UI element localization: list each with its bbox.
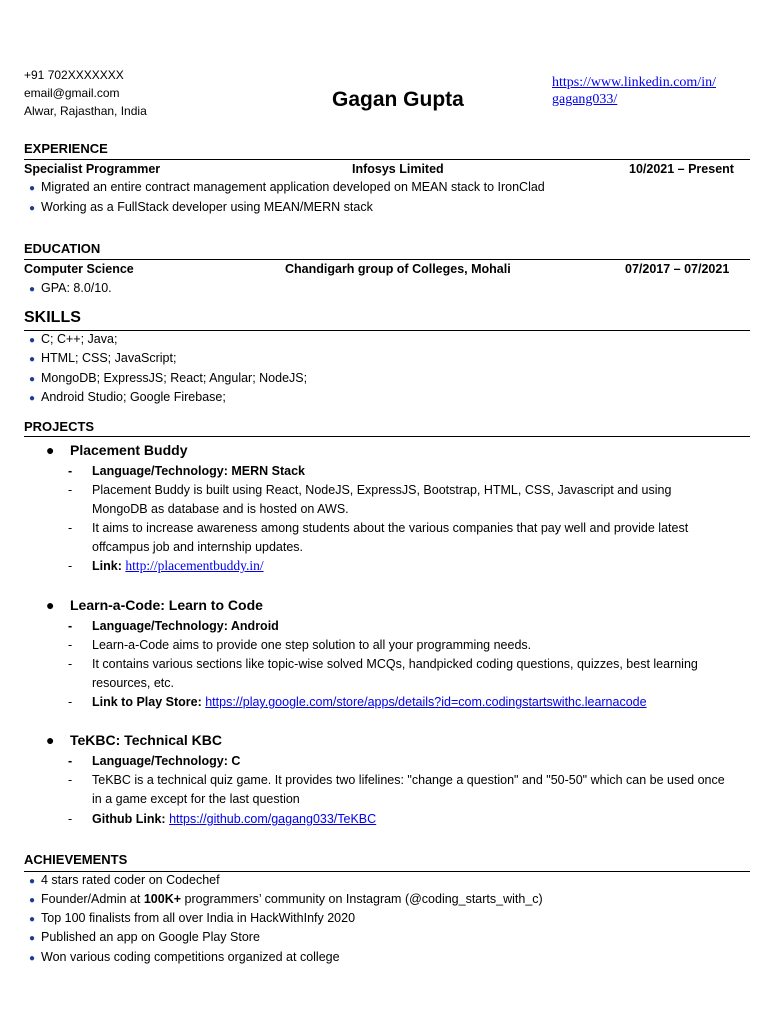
bullet-icon: ●	[46, 442, 55, 458]
list-item: ● Top 100 finalists from all over India in HackWithInfy 2020	[29, 911, 356, 925]
bullet-icon: ●	[29, 895, 36, 906]
linkedin-line1[interactable]: https://www.linkedin.com/in/	[552, 75, 716, 90]
list-item: ● Founder/Admin at 100K+ programmers’ community on Instagram (@coding_starts_with_c)	[29, 892, 543, 906]
list-item: ● Working as a FullStack developer using MEAN/MERN stack	[29, 200, 373, 214]
education-degree: Computer Science	[24, 262, 134, 276]
candidate-name: Gagan Gupta	[332, 88, 464, 111]
skills-heading: SKILLS	[24, 309, 81, 326]
education-divider	[24, 259, 750, 260]
bullet-icon: ●	[46, 597, 55, 613]
project-title: ● TeKBC: Technical KBC	[46, 732, 222, 748]
experience-company: Infosys Limited	[352, 162, 444, 176]
contact-block	[24, 66, 147, 120]
education-college: Chandigarh group of Colleges, Mohali	[285, 262, 511, 276]
list-item: ● C; C++; Java;	[29, 332, 118, 346]
project-link-row: - Link: http://placementbuddy.in/	[68, 558, 264, 573]
list-item: ● HTML; CSS; JavaScript;	[29, 351, 177, 365]
bullet-icon: ●	[29, 203, 36, 214]
location: Alwar, Rajasthan, India	[24, 104, 147, 118]
list-item: ● Migrated an entire contract management application developed on MEAN stack to IronClad	[29, 180, 545, 194]
bullet-icon: ●	[29, 335, 36, 346]
bullet-icon: ●	[29, 354, 36, 365]
achievements-heading: ACHIEVEMENTS	[24, 852, 128, 867]
experience-divider	[24, 159, 750, 160]
experience-heading: EXPERIENCE	[24, 141, 108, 156]
project-description: - Learn-a-Code aims to provide one step solution to all your programming needs.	[68, 638, 532, 652]
list-item: ● GPA: 8.0/10.	[29, 281, 112, 295]
bullet-icon: ●	[29, 183, 36, 194]
bullet-icon: ●	[29, 374, 36, 385]
linkedin-link[interactable]	[552, 74, 716, 108]
project-description: - It contains various sections like topic-wise solved MCQs, handpicked coding questions, quizzes, best learning resources, etc.	[68, 657, 698, 690]
project-tech: - Language/Technology: MERN Stack	[68, 464, 305, 478]
project-link-row: - Github Link: https://github.com/gagang033/TeKBC	[68, 812, 377, 826]
project-link-row: - Link to Play Store: https://play.google.com/store/apps/details?id=com.codingstartswithc.learnacode	[68, 695, 647, 709]
email: email@gmail.com	[24, 86, 120, 100]
bullet-icon: ●	[29, 876, 36, 887]
linkedin-line2[interactable]: gagang033/	[552, 92, 618, 107]
bullet-icon: ●	[46, 732, 55, 748]
list-item: ● Published an app on Google Play Store	[29, 930, 260, 944]
bullet-icon: ●	[29, 933, 36, 944]
list-item: ● MongoDB; ExpressJS; React; Angular; NodeJS;	[29, 371, 308, 385]
project-title: ● Learn-a-Code: Learn to Code	[46, 597, 263, 613]
list-item: ● Won various coding competitions organized at college	[29, 950, 340, 964]
project-tech: - Language/Technology: Android	[68, 619, 279, 633]
projects-heading: PROJECTS	[24, 419, 95, 434]
project-link[interactable]: https://play.google.com/store/apps/details?id=com.codingstartswithc.learnacode	[205, 695, 647, 709]
project-description: - Placement Buddy is built using React, NodeJS, ExpressJS, Bootstrap, HTML, CSS, Javascript and using MongoDB as database and is hosted on AWS.	[68, 483, 672, 516]
bullet-icon: ●	[29, 284, 36, 295]
education-dates: 07/2017 – 07/2021	[625, 262, 730, 276]
list-item: ● Android Studio; Google Firebase;	[29, 390, 226, 404]
education-heading: EDUCATION	[24, 241, 101, 256]
bullet-icon: ●	[29, 393, 36, 404]
project-tech: - Language/Technology: C	[68, 754, 241, 768]
phone: +91 702XXXXXXX	[24, 68, 124, 82]
bullet-icon: ●	[29, 953, 36, 964]
project-description: - TeKBC is a technical quiz game. It provides two lifelines: "change a question" and "50-50" which can be used once in a game except for the last question	[68, 773, 725, 806]
list-item: ● 4 stars rated coder on Codechef	[29, 873, 220, 887]
project-link[interactable]: https://github.com/gagang033/TeKBC	[169, 812, 377, 826]
achievements-divider	[24, 871, 750, 872]
experience-dates: 10/2021 – Present	[629, 162, 734, 176]
project-link[interactable]: http://placementbuddy.in/	[125, 558, 264, 573]
projects-divider	[24, 436, 750, 437]
project-description: - It aims to increase awareness among students about the various companies that pay well and provide latest offcampus job and internship updates.	[68, 521, 689, 554]
experience-role: Specialist Programmer	[24, 162, 161, 176]
bullet-icon: ●	[29, 914, 36, 925]
project-title: ● Placement Buddy	[46, 442, 188, 458]
skills-divider	[24, 330, 750, 331]
